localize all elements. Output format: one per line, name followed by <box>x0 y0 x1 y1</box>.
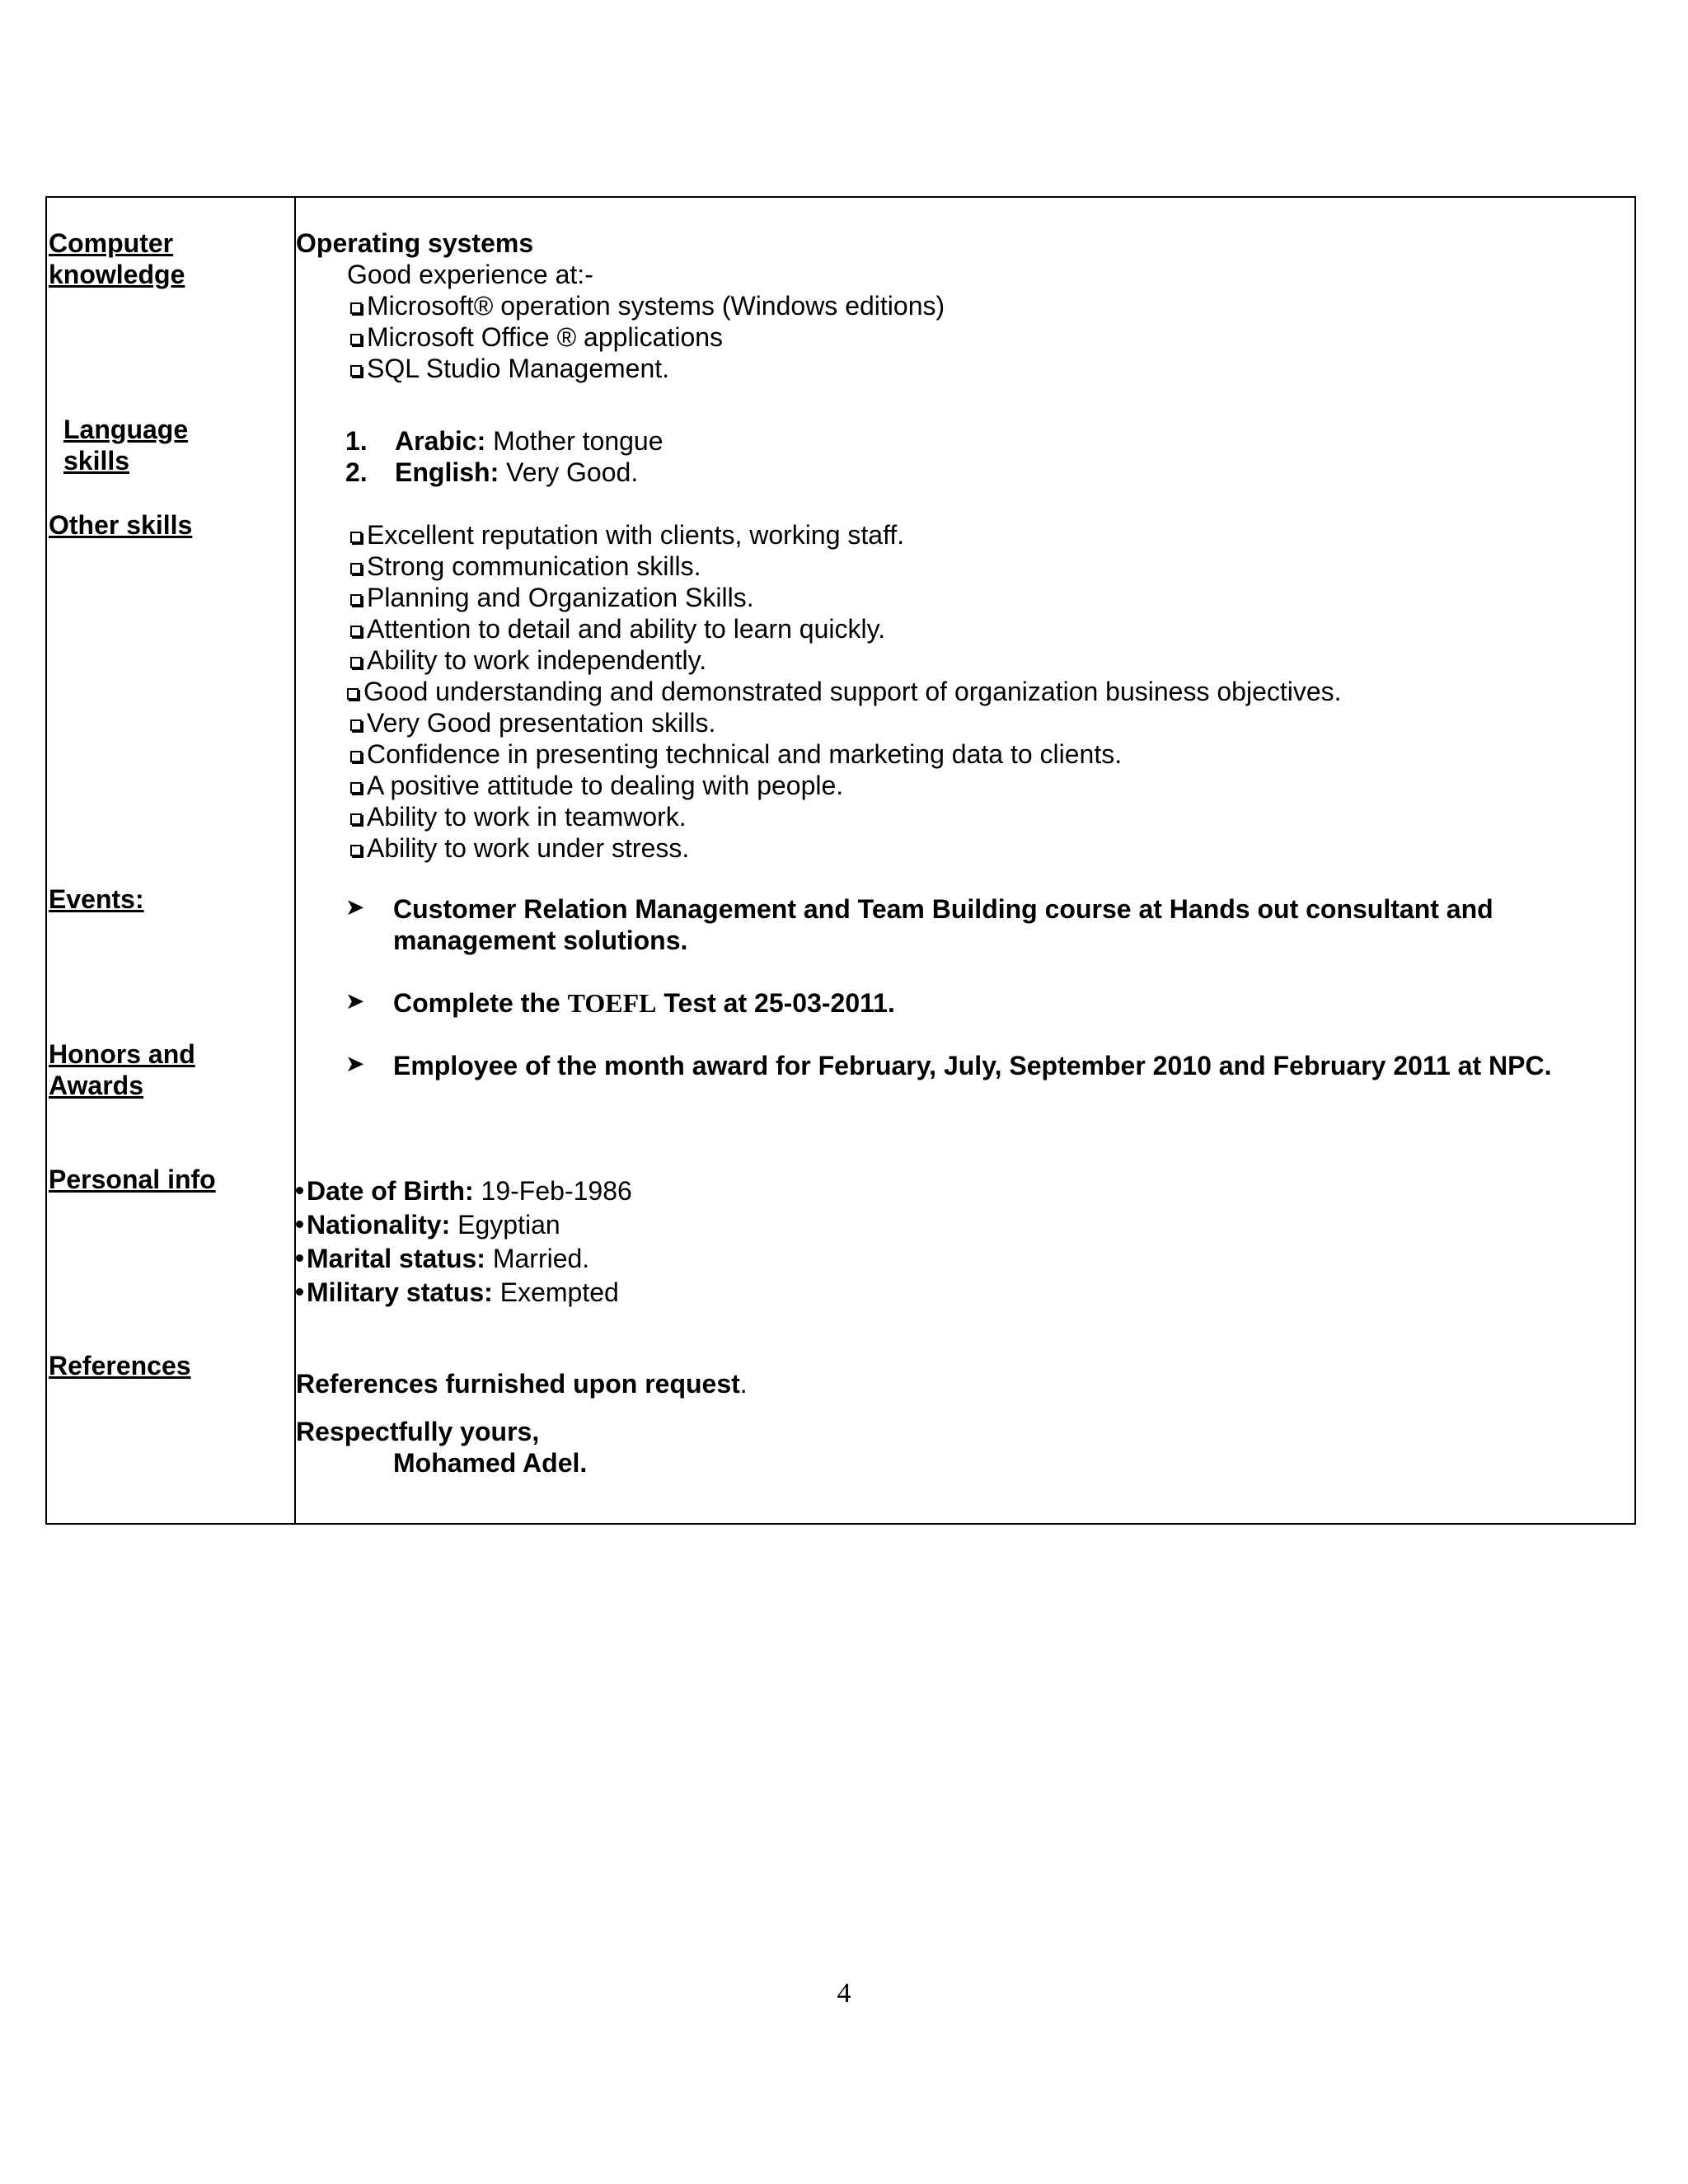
event-1-line-2: management solutions. <box>393 926 688 955</box>
other-skills-section <box>296 519 1634 864</box>
label-references: References <box>49 1351 191 1380</box>
label-honors-1: Honors and <box>49 1039 195 1069</box>
page-number: 4 <box>837 1978 851 2008</box>
computer-item: Microsoft® operation systems (Windows editions) <box>296 290 1634 321</box>
computer-heading: Operating systems <box>296 228 534 258</box>
closing: Respectfully yours, <box>296 1417 540 1446</box>
references-text: References furnished upon request. <box>296 1369 748 1399</box>
skill-item: A positive attitude to dealing with people. <box>296 770 1634 801</box>
checkbox-bullet-icon <box>350 782 362 794</box>
label-other-skills: Other skills <box>49 510 193 540</box>
checkbox-bullet-icon <box>350 594 362 606</box>
skill-item: Ability to work in teamwork. <box>296 801 1634 832</box>
skill-item: Attention to detail and ability to learn quickly. <box>296 613 1634 644</box>
checkbox-bullet-icon <box>350 657 362 668</box>
checkbox-bullet-icon <box>350 751 362 762</box>
checkbox-bullet-icon <box>350 719 362 731</box>
checkbox-bullet-icon <box>350 563 362 574</box>
bullet-dot-icon <box>296 1187 303 1194</box>
label-personal-info: Personal info <box>49 1165 216 1194</box>
computer-item: SQL Studio Management. <box>296 353 1634 384</box>
personal-item: Military status: Exempted <box>296 1277 1634 1308</box>
skill-item: Ability to work under stress. <box>296 832 1634 864</box>
event-1-line-1: Customer Relation Management and Team Building course at Hands out consultant and <box>393 894 1493 924</box>
computer-section <box>296 227 1634 384</box>
checkbox-bullet-icon <box>350 845 362 856</box>
skill-item: Planning and Organization Skills. <box>296 582 1634 613</box>
checkbox-bullet-icon <box>350 302 362 314</box>
checkbox-bullet-icon <box>347 688 359 700</box>
skill-item: Ability to work independently. <box>296 644 1634 676</box>
event-2: Complete the TOEFL Test at 25-03-2011. <box>393 988 895 1018</box>
bullet-dot-icon <box>296 1254 303 1262</box>
label-language-2: skills <box>63 446 130 476</box>
computer-item: Microsoft Office ® applications <box>296 321 1634 353</box>
personal-item: Marital status: Married. <box>296 1243 1634 1274</box>
bullet-dot-icon <box>296 1288 303 1296</box>
personal-item: Date of Birth: 19-Feb-1986 <box>296 1175 1634 1207</box>
personal-info-section <box>296 1175 1634 1308</box>
skill-item: Good understanding and demonstrated support of organization business objectives. <box>296 676 1634 707</box>
arrow-bullet-icon: ➤ <box>345 988 365 1014</box>
language-item: 1. Arabic: Mother tongue <box>345 426 663 456</box>
skill-item: Strong communication skills. <box>296 551 1634 582</box>
computer-intro: Good experience at:- <box>347 260 593 289</box>
resume-table <box>45 196 1636 1525</box>
personal-item: Nationality: Egyptian <box>296 1209 1634 1240</box>
skill-item: Confidence in presenting technical and marketing data to clients. <box>296 738 1634 770</box>
events-section <box>296 893 1634 1018</box>
label-events: Events: <box>49 884 144 914</box>
checkbox-bullet-icon <box>350 532 362 543</box>
checkbox-bullet-icon <box>350 626 362 637</box>
label-language-1: Language <box>63 415 189 444</box>
arrow-bullet-icon: ➤ <box>345 894 365 920</box>
language-section <box>296 425 1634 488</box>
references-section <box>296 1368 1634 1479</box>
checkbox-bullet-icon <box>350 365 362 377</box>
arrow-bullet-icon: ➤ <box>345 1051 365 1076</box>
checkbox-bullet-icon <box>350 813 362 825</box>
signature-name: Mohamed Adel. <box>393 1448 588 1478</box>
honors-award: Employee of the month award for February, July, September 2010 and February 2011 at NPC. <box>393 1051 1552 1080</box>
label-computer-1: Computer <box>49 228 174 258</box>
label-honors-2: Awards <box>49 1071 144 1100</box>
checkbox-bullet-icon <box>350 334 362 345</box>
bullet-dot-icon <box>296 1221 303 1228</box>
language-item: 2. English: Very Good. <box>345 457 639 487</box>
skill-item: Excellent reputation with clients, working staff. <box>296 519 1634 551</box>
label-computer-2: knowledge <box>49 260 185 289</box>
skill-item: Very Good presentation skills. <box>296 707 1634 738</box>
